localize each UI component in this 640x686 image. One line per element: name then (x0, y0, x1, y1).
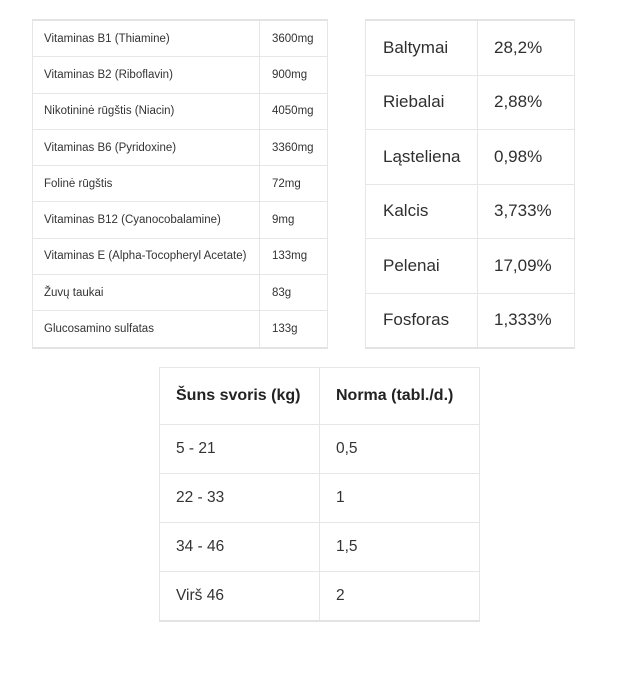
nutrient-value: 1,333% (478, 293, 575, 348)
nutrient-value: 28,2% (478, 20, 575, 75)
column-header-weight: Šuns svoris (kg) (160, 368, 320, 425)
dog-weight: 34 - 46 (160, 523, 320, 572)
vitamin-name: Folinė rūgštis (33, 166, 260, 202)
table-row (160, 474, 480, 523)
table-row (33, 311, 328, 348)
dog-weight: 5 - 21 (160, 425, 320, 474)
vitamin-amount: 900mg (260, 57, 328, 93)
table-row (33, 57, 328, 93)
table-row (33, 20, 328, 57)
vitamin-name: Nikotininė rūgštis (Niacin) (33, 93, 260, 129)
nutrient-name: Ląsteliena (366, 130, 478, 185)
vitamin-name: Vitaminas B1 (Thiamine) (33, 20, 260, 57)
daily-dose: 1 (320, 474, 480, 523)
nutrient-value: 17,09% (478, 239, 575, 294)
nutrient-name: Fosforas (366, 293, 478, 348)
table-header-row (160, 368, 480, 425)
dog-weight: Virš 46 (160, 572, 320, 622)
composition-table (365, 19, 575, 349)
vitamin-amount: 72mg (260, 166, 328, 202)
table-row (33, 93, 328, 129)
nutrient-name: Riebalai (366, 75, 478, 130)
vitamins-table (32, 19, 328, 349)
daily-dose: 0,5 (320, 425, 480, 474)
nutrient-name: Pelenai (366, 239, 478, 294)
vitamin-name: Vitaminas B6 (Pyridoxine) (33, 129, 260, 165)
table-row (366, 184, 575, 239)
dosage-table (159, 367, 480, 622)
dog-weight: 22 - 33 (160, 474, 320, 523)
table-row (366, 130, 575, 185)
table-row (160, 425, 480, 474)
nutrient-value: 2,88% (478, 75, 575, 130)
vitamin-amount: 83g (260, 275, 328, 311)
table-row (33, 202, 328, 238)
vitamin-name: Glucosamino sulfatas (33, 311, 260, 348)
nutrient-name: Baltymai (366, 20, 478, 75)
table-row (33, 166, 328, 202)
nutrient-name: Kalcis (366, 184, 478, 239)
nutrient-value: 3,733% (478, 184, 575, 239)
table-row (33, 275, 328, 311)
vitamin-name: Vitaminas B12 (Cyanocobalamine) (33, 202, 260, 238)
vitamin-amount: 9mg (260, 202, 328, 238)
vitamin-name: Vitaminas B2 (Riboflavin) (33, 57, 260, 93)
vitamin-amount: 133g (260, 311, 328, 348)
table-row (160, 572, 480, 622)
table-row (160, 523, 480, 572)
vitamin-amount: 3360mg (260, 129, 328, 165)
table-row (366, 20, 575, 75)
table-row (366, 239, 575, 294)
nutrient-value: 0,98% (478, 130, 575, 185)
table-row (33, 129, 328, 165)
table-row (366, 75, 575, 130)
vitamin-name: Žuvų taukai (33, 275, 260, 311)
vitamin-amount: 4050mg (260, 93, 328, 129)
column-header-dose: Norma (tabl./d.) (320, 368, 480, 425)
vitamin-amount: 133mg (260, 238, 328, 274)
daily-dose: 1,5 (320, 523, 480, 572)
table-row (366, 293, 575, 348)
vitamin-amount: 3600mg (260, 20, 328, 57)
vitamin-name: Vitaminas E (Alpha-Tocopheryl Acetate) (33, 238, 260, 274)
daily-dose: 2 (320, 572, 480, 622)
table-row (33, 238, 328, 274)
